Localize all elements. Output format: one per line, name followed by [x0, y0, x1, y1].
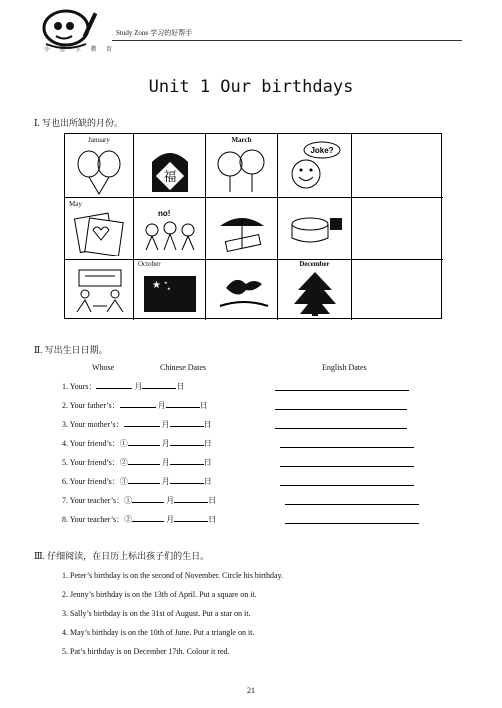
day-blank[interactable]: [170, 476, 204, 484]
english-date-line-4[interactable]: [280, 447, 414, 448]
cell-february: [134, 134, 206, 198]
card-heart-icon: [73, 212, 129, 256]
date-row-6: 6. Your friend’s：③ 月 日: [62, 477, 212, 486]
english-date-line-1[interactable]: [275, 390, 409, 391]
day-blank[interactable]: [142, 381, 176, 389]
day-blank[interactable]: [174, 514, 208, 522]
svg-text:★: ★: [152, 280, 161, 291]
month-blank[interactable]: [128, 457, 160, 465]
column-english-dates: English Dates: [322, 363, 367, 372]
cell-may-blank: [352, 134, 443, 198]
cake-icon: [286, 212, 344, 252]
column-whose: Whose: [92, 363, 115, 372]
unit-title: Unit 1 Our birthdays: [148, 77, 354, 97]
logo-text: 小 書 生 教 育: [44, 47, 117, 53]
section2-heading: Ⅱ. 写出生日日期。: [34, 345, 108, 355]
day-blank[interactable]: [170, 438, 204, 446]
date-row-8: 8. Your teacher’s：② 月 日: [62, 515, 217, 524]
cell-january: January: [65, 134, 134, 198]
month-blank[interactable]: [128, 476, 160, 484]
cell-july: [206, 198, 278, 260]
column-chinese-dates: Chinese Dates: [160, 363, 206, 372]
section1-heading: Ⅰ. 写也出所缺的月份。: [34, 118, 124, 128]
month-blank[interactable]: [96, 381, 132, 389]
classroom-icon: [71, 266, 129, 316]
svg-text:福: 福: [163, 169, 177, 184]
cell-september: [65, 260, 134, 320]
instruction-1: 1. Peter’s birthday is on the second of November. Circle his birthday.: [62, 571, 284, 580]
day-blank[interactable]: [170, 419, 204, 427]
cell-october: October ★ ★ ★: [134, 260, 206, 320]
date-row-7: 7. Your teacher’s：① 月 日: [62, 496, 217, 505]
date-row-1: 1. Yours： 月 日: [62, 382, 185, 391]
month-blank[interactable]: [132, 495, 164, 503]
trees-icon: [214, 148, 270, 194]
instruction-2: 2. Jenny’s birthday is on the 13th of April. Put a square on it.: [62, 590, 257, 599]
flag-icon: [142, 274, 198, 314]
header-title: Study Zone 学习的好帮手: [116, 29, 193, 37]
cell-june: [134, 198, 206, 260]
month-blank[interactable]: [120, 400, 156, 408]
cell-august: [278, 198, 352, 260]
english-date-line-8[interactable]: [285, 523, 419, 524]
day-blank[interactable]: [174, 495, 208, 503]
beach-umbrella-icon: [214, 208, 272, 254]
header-divider: [112, 40, 462, 41]
day-blank[interactable]: [170, 457, 204, 465]
month-blank[interactable]: [132, 514, 164, 522]
month-blank[interactable]: [124, 419, 160, 427]
svg-text:★: ★: [167, 286, 171, 291]
english-date-line-6[interactable]: [280, 485, 414, 486]
instruction-3: 3. Sally’s birthday is on the 31st of August. Put a star on it.: [62, 609, 251, 618]
bird-icon: [216, 268, 272, 314]
cell-extra-blank: [352, 260, 443, 320]
calendar-grid: [64, 133, 442, 319]
date-row-5: 5. Your friend’s：② 月 日: [62, 458, 212, 467]
cell-december: December: [278, 260, 352, 320]
english-date-line-5[interactable]: [280, 466, 414, 467]
day-blank[interactable]: [166, 400, 200, 408]
children-icon: [140, 206, 200, 256]
english-date-line-7[interactable]: [285, 504, 419, 505]
page-number: 21: [247, 686, 255, 695]
english-date-line-3[interactable]: [275, 428, 407, 429]
cell-april: [278, 134, 352, 198]
cell-september-blank: [352, 198, 443, 260]
christmas-tree-icon: [290, 270, 340, 318]
date-row-4: 4. Your friend’s：① 月 日: [62, 439, 212, 448]
cell-november: [206, 260, 278, 320]
fu-door-icon: [148, 146, 192, 194]
month-blank[interactable]: [128, 438, 160, 446]
balloons-icon: [71, 148, 127, 196]
instruction-5: 5. Pat’s birthday is on December 17th. Colour it red.: [62, 647, 230, 656]
date-row-3: 3. Your mother’s： 月 日: [62, 420, 212, 429]
svg-text:Joke?: Joke?: [310, 146, 334, 155]
svg-text:no!: no!: [158, 209, 171, 218]
cell-march: March: [206, 134, 278, 198]
section3-heading: Ⅲ. 仔细阅读，在日历上标出孩子们的生日。: [34, 551, 210, 561]
cell-may: May: [65, 198, 134, 260]
instruction-4: 4. May’s birthday is on the 10th of June. Put a triangle on it.: [62, 628, 255, 637]
date-row-2: 2. Your father’s： 月 日: [62, 401, 208, 410]
joke-face-icon: [286, 140, 344, 194]
svg-text:★: ★: [164, 280, 168, 285]
english-date-line-2[interactable]: [275, 409, 407, 410]
